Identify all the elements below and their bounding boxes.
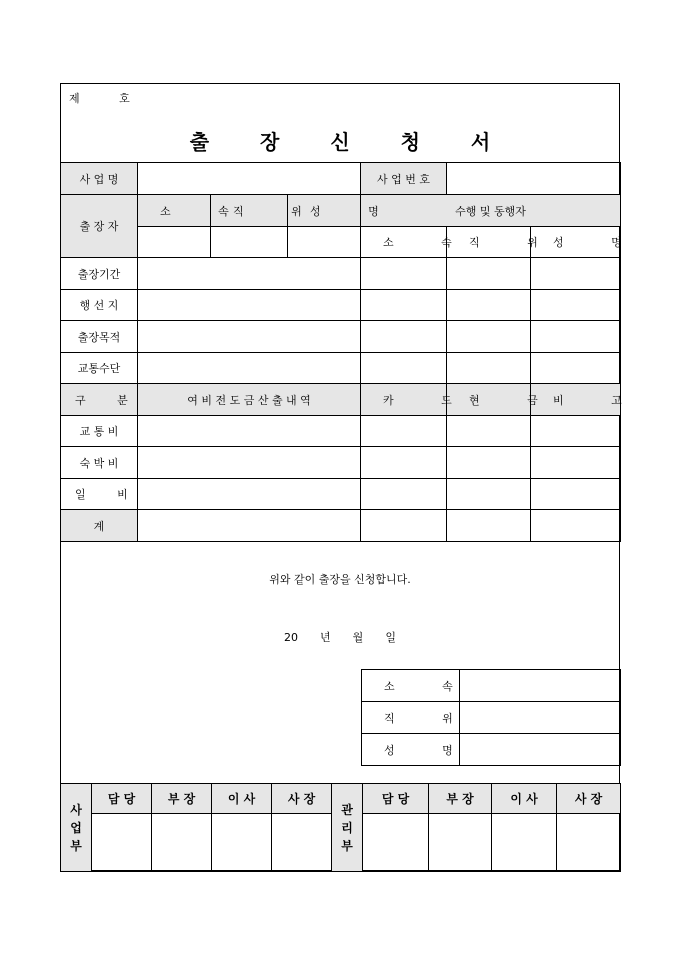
form-title: 출 장 신 청 서: [189, 130, 513, 154]
applicant-name-field[interactable]: [460, 734, 621, 766]
admin-staff-header: 담 당: [363, 784, 429, 814]
lodging-cost-label: 숙 박 비: [61, 447, 138, 479]
daily-allowance-label: 일 비: [61, 479, 138, 510]
traveler-name-field[interactable]: [288, 227, 361, 258]
expense-card-cell[interactable]: [361, 479, 447, 510]
companion-cell[interactable]: [447, 258, 531, 290]
traveler-affiliation-field[interactable]: [138, 227, 211, 258]
admin-director-header: 이 사: [492, 784, 557, 814]
total-label: 계: [61, 510, 138, 542]
category-header: 구 분: [61, 384, 138, 416]
expense-detail-cell[interactable]: [138, 447, 361, 479]
companion-cell[interactable]: [361, 290, 447, 321]
business-manager-header: 부 장: [152, 784, 212, 814]
expense-detail-cell[interactable]: [138, 416, 361, 447]
expense-cash-cell[interactable]: [447, 510, 531, 542]
admin-president-header: 사 장: [557, 784, 621, 814]
companion-cell[interactable]: [361, 321, 447, 353]
admin-manager-sign[interactable]: [429, 814, 492, 872]
destination-label: 행 선 지: [61, 290, 138, 321]
companion-name-header: 성 명: [531, 227, 621, 258]
transport-label: 교통수단: [61, 353, 138, 384]
note-header: 비 고: [531, 384, 621, 416]
request-table: [60, 162, 644, 542]
business-staff-sign[interactable]: [92, 814, 152, 872]
purpose-field[interactable]: [138, 321, 361, 353]
purpose-label: 출장목적: [61, 321, 138, 353]
business-number-field[interactable]: [447, 163, 621, 195]
month-label: 월: [352, 631, 364, 644]
card-header: 카 드: [361, 384, 447, 416]
applicant-signature-table: [361, 669, 621, 766]
travel-period-field[interactable]: [138, 258, 361, 290]
companion-cell[interactable]: [531, 258, 621, 290]
companion-cell[interactable]: [361, 258, 447, 290]
companion-header: 수행 및 동행자: [361, 195, 621, 227]
admin-director-sign[interactable]: [492, 814, 557, 872]
business-dept-label: 사 업 부: [61, 784, 92, 872]
traveler-affiliation-header: 소 속: [138, 195, 211, 227]
companion-cell[interactable]: [531, 290, 621, 321]
business-number-label: 사 업 번 호: [361, 163, 447, 195]
travel-request-form: [60, 83, 644, 871]
expense-cash-cell[interactable]: [447, 479, 531, 510]
business-director-header: 이 사: [212, 784, 272, 814]
traveler-position-field[interactable]: [211, 227, 288, 258]
confirmation-text: 위와 같이 출장을 신청합니다.: [269, 573, 411, 586]
expense-cash-cell[interactable]: [447, 447, 531, 479]
companion-cell[interactable]: [531, 321, 621, 353]
transport-cost-label: 교 통 비: [61, 416, 138, 447]
date-line: [61, 629, 619, 645]
business-director-sign[interactable]: [212, 814, 272, 872]
applicant-affiliation-field[interactable]: [460, 670, 621, 702]
expense-detail-cell[interactable]: [138, 479, 361, 510]
expense-cash-cell[interactable]: [447, 416, 531, 447]
travel-period-label: 출장기간: [61, 258, 138, 290]
companion-cell[interactable]: [447, 290, 531, 321]
expense-detail-cell[interactable]: [138, 510, 361, 542]
companion-cell[interactable]: [361, 353, 447, 384]
business-name-field[interactable]: [138, 163, 361, 195]
applicant-name-label: 성 명: [362, 734, 460, 766]
admin-president-sign[interactable]: [557, 814, 621, 872]
admin-staff-sign[interactable]: [363, 814, 429, 872]
year-prefix: 20: [284, 631, 299, 644]
admin-dept-label: 관 리 부: [332, 784, 363, 872]
companion-cell[interactable]: [447, 321, 531, 353]
companion-cell[interactable]: [447, 353, 531, 384]
business-president-header: 사 장: [272, 784, 332, 814]
companion-affiliation-header: 소 속: [361, 227, 447, 258]
expense-card-cell[interactable]: [361, 416, 447, 447]
traveler-name-header: 성 명: [288, 195, 361, 227]
applicant-position-label: 직 위: [362, 702, 460, 734]
business-manager-sign[interactable]: [152, 814, 212, 872]
expense-note-cell[interactable]: [531, 479, 621, 510]
business-name-label: 사 업 명: [61, 163, 138, 195]
applicant-affiliation-label: 소 속: [362, 670, 460, 702]
expense-details-header: 여 비 전 도 금 산 출 내 역: [138, 384, 361, 416]
business-president-sign[interactable]: [272, 814, 332, 872]
document-number-label: 제 호: [69, 92, 148, 105]
companion-cell[interactable]: [531, 353, 621, 384]
expense-note-cell[interactable]: [531, 416, 621, 447]
day-label: 일: [385, 631, 396, 644]
expense-note-cell[interactable]: [531, 510, 621, 542]
companion-position-header: 직 위: [447, 227, 531, 258]
approval-table: [60, 783, 621, 872]
destination-field[interactable]: [138, 290, 361, 321]
business-staff-header: 담 당: [92, 784, 152, 814]
traveler-label: 출 장 자: [61, 195, 138, 258]
year-label: 년: [320, 631, 331, 644]
expense-card-cell[interactable]: [361, 510, 447, 542]
traveler-position-header: 직 위: [211, 195, 288, 227]
admin-manager-header: 부 장: [429, 784, 492, 814]
cash-header: 현 금: [447, 384, 531, 416]
expense-card-cell[interactable]: [361, 447, 447, 479]
transport-field[interactable]: [138, 353, 361, 384]
applicant-position-field[interactable]: [460, 702, 621, 734]
expense-note-cell[interactable]: [531, 447, 621, 479]
